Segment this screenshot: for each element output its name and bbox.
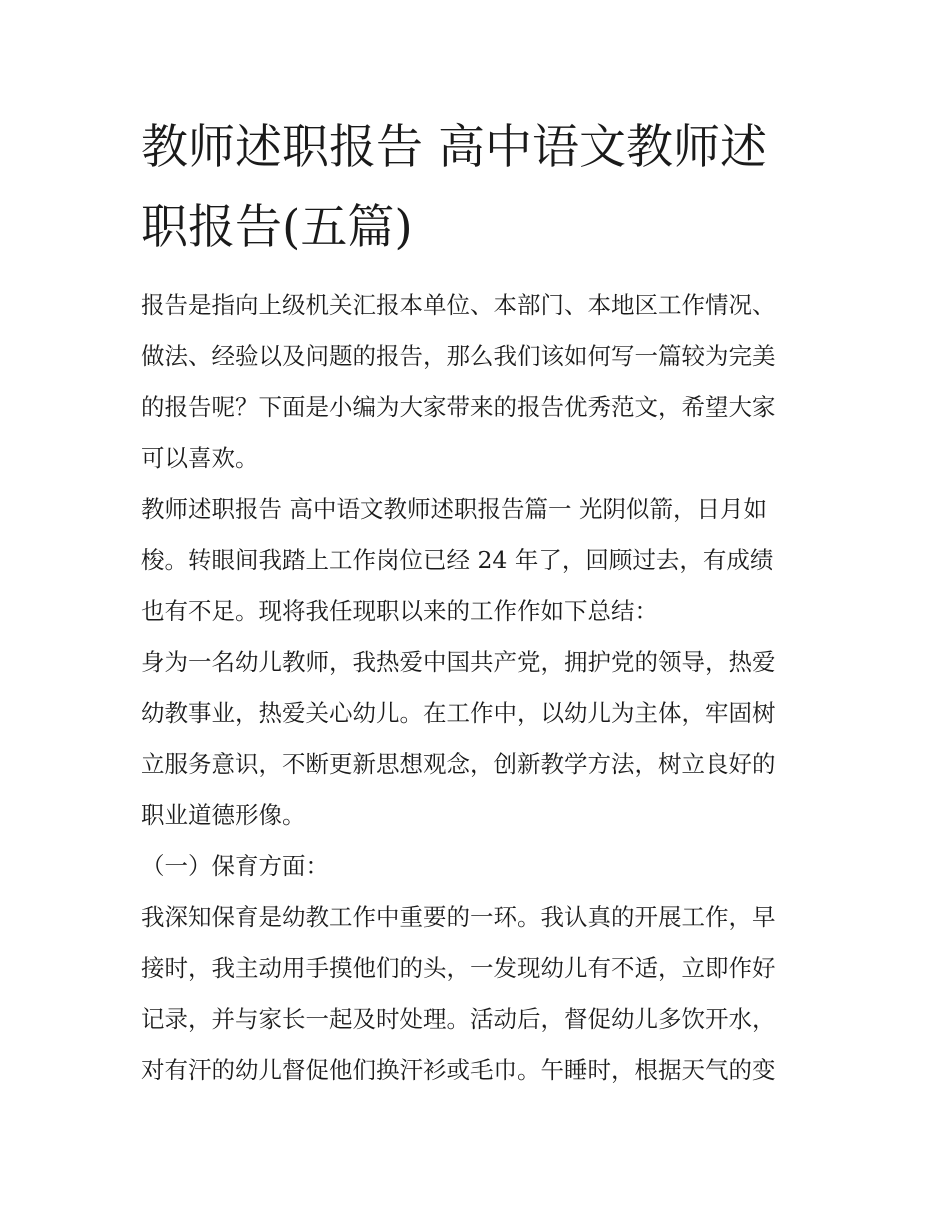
body-line: 梭。转眼间我踏上工作岗位已经 24 年了，回顾过去，有成绩 (141, 546, 774, 574)
body-line: 对有汗的幼儿督促他们换汗衫或毛巾。午睡时，根据天气的变 (141, 1056, 776, 1084)
body-line: 教师述职报告 高中语文教师述职报告篇一 光阴似箭，日月如 (141, 495, 767, 523)
body-line: 的报告呢？下面是小编为大家带来的报告优秀范文，希望大家 (141, 393, 776, 421)
section-heading: （一）保育方面： (141, 852, 329, 880)
body-line: 可以喜欢。 (141, 444, 259, 472)
document-title (141, 108, 813, 268)
body-line: 做法、经验以及问题的报告，那么我们该如何写一篇较为完美 (141, 342, 776, 370)
body-line: 也有不足。现将我任现职以来的工作作如下总结： (141, 597, 658, 625)
body-line: 记录，并与家长一起及时处理。活动后，督促幼儿多饮开水， (141, 1005, 776, 1033)
body-line: 立服务意识，不断更新思想观念，创新教学方法，树立良好的 (141, 750, 776, 778)
title-line: 教师述职报告 高中语文教师述 (141, 120, 767, 175)
document-content (141, 108, 813, 1096)
title-line: 职报告(五篇) (141, 200, 413, 255)
body-line: 身为一名幼儿教师，我热爱中国共产党，拥护党的领导，热爱 (141, 648, 776, 676)
body-line: 报告是指向上级机关汇报本单位、本部门、本地区工作情况、 (141, 291, 776, 319)
body-line: 职业道德形像。 (141, 801, 306, 829)
body-line: 我深知保育是幼教工作中重要的一环。我认真的开展工作，早 (141, 903, 776, 931)
document-body (141, 280, 813, 1096)
body-line: 接时，我主动用手摸他们的头，一发现幼儿有不适，立即作好 (141, 954, 776, 982)
body-line: 幼教事业，热爱关心幼儿。在工作中，以幼儿为主体，牢固树 (141, 699, 776, 727)
